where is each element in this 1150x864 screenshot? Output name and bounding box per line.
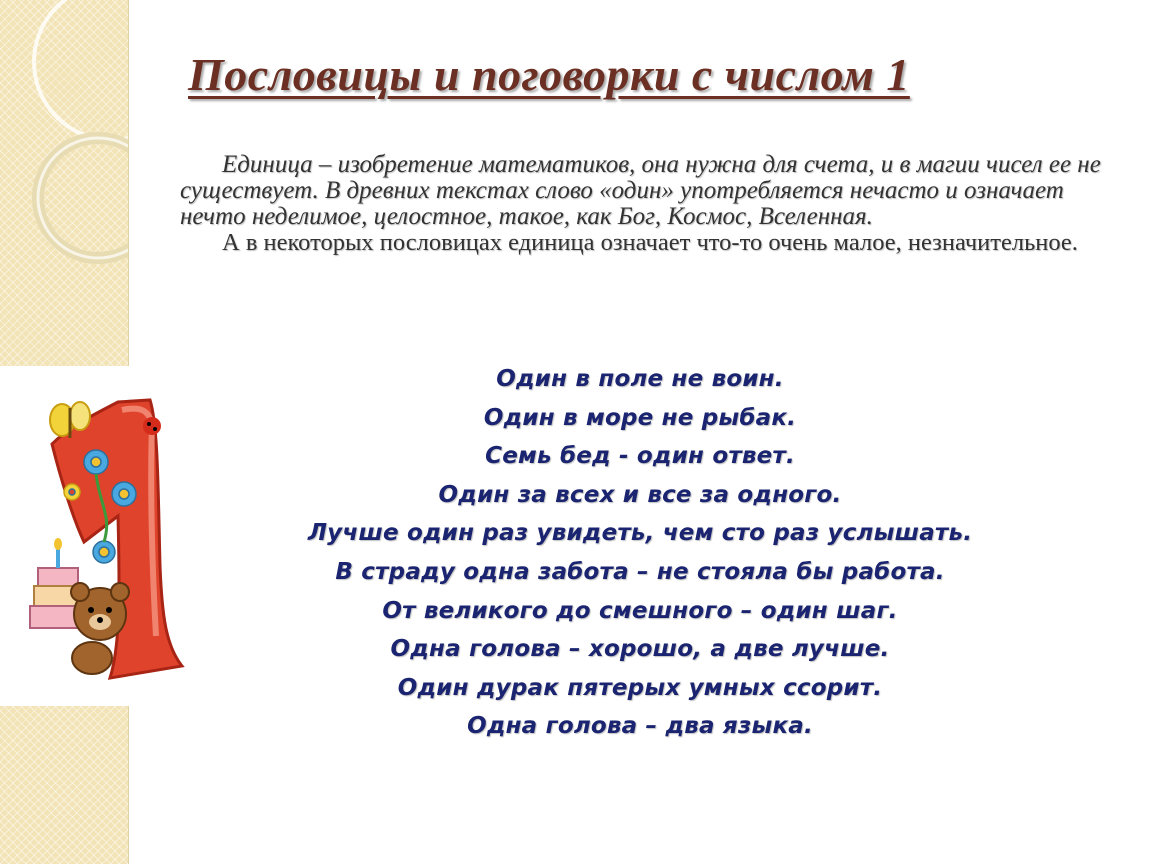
proverb-item: Лучше один раз увидеть, чем сто раз услышать. [307, 520, 973, 547]
proverb-item: Одна голова – два языка. [467, 713, 813, 740]
proverb-item: В страду одна забота – не стояла бы работа. [335, 558, 945, 585]
intro-text [180, 152, 1110, 256]
intro-paragraph-1: Единица – изобретение математиков, она нужна для счета, и в магии чисел ее не существует. В древних текстах слово «один» употребляется нечасто и означает нечто неделимое, целостное, такое, как Бог, Космос, Вселенная. [180, 151, 1101, 230]
proverb-item: От великого до смешного – один шаг. [382, 597, 898, 624]
proverb-item: Один дурак пятерых умных ссорит. [397, 674, 883, 701]
intro-paragraph-2: А в некоторых пословицах единица означает что-то очень малое, незначительное. [222, 229, 1078, 256]
proverb-list [200, 360, 1080, 746]
number-one-with-flowers-bear-cake-icon [0, 366, 200, 706]
proverb-item: Один за всех и все за одного. [438, 481, 842, 508]
slide-title: Пословицы и поговорки с числом 1 [188, 49, 910, 100]
proverb-item: Один в поле не воин. [496, 366, 784, 392]
proverb-item: Семь бед - один ответ. [485, 443, 795, 470]
proverb-item: Один в море не рыбак. [483, 404, 797, 431]
proverb-item: Одна голова – хорошо, а две лучше. [390, 636, 890, 663]
